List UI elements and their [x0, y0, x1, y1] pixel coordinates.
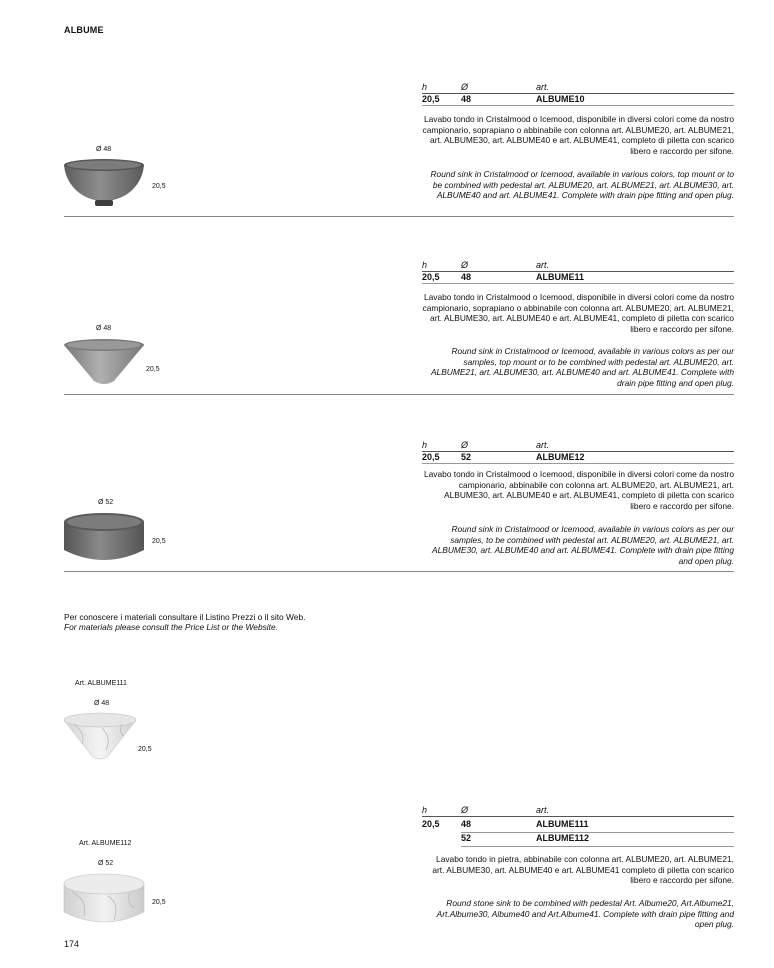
cell-diameter: 52: [461, 452, 472, 462]
stone-sink-image-albume112: [62, 870, 148, 928]
dimension-diameter: Ø 48: [96, 325, 112, 332]
cell-diameter: 48: [461, 272, 472, 282]
dimension-diameter: Ø 52: [98, 860, 114, 867]
description-en: Round sink in Cristalmood or Icemood, available in various colors, top mount or to be combined with pedestal art. ALBUME20, art. ALBUME21, art. ALBUME30, art. ALBUME40 and art. ALBUME41. Complete with drain pipe fitting and open plug.: [430, 169, 734, 201]
page-title: ALBUME: [64, 25, 104, 35]
divider: [64, 394, 734, 395]
dimension-height: 20,5: [138, 746, 152, 753]
col-header-art: art.: [536, 440, 550, 450]
sink-image-albume12: [62, 510, 148, 566]
table-header-row: [422, 805, 734, 817]
dimension-height: 20,5: [152, 183, 166, 190]
col-header-h: h: [422, 82, 428, 92]
cell-art: ALBUME11: [536, 272, 585, 282]
col-header-diameter: Ø: [461, 82, 469, 92]
divider: [64, 571, 734, 572]
description-it: Lavabo tondo in Cristalmood o Icemood, disponibile in diversi colori come da nostro campionario, soprapiano o abbinabile con colonna art. ALBUME20, art. ALBUME21, art. ALBUME30, art. ALBUME40 e art. ALBUME41, completo di piletta con scarico libero e raccordo per sifone.: [422, 292, 734, 334]
table-row: [422, 94, 734, 106]
cell-art: ALBUME12: [536, 452, 585, 462]
dimension-diameter: Ø 52: [98, 499, 114, 506]
spec-table-albume10: [422, 82, 734, 106]
col-header-h: h: [422, 440, 428, 450]
col-header-art: art.: [536, 805, 550, 815]
dimension-height: 20,5: [146, 366, 160, 373]
dimension-diameter: Ø 48: [94, 700, 110, 707]
cell-art: ALBUME112: [536, 833, 590, 843]
spec-table-albume11: [422, 260, 734, 284]
divider: [64, 216, 734, 217]
materials-note-en: For materials please consult the Price List or the Website.: [64, 622, 278, 632]
dimension-height: 20,5: [152, 899, 166, 906]
col-header-diameter: Ø: [461, 805, 469, 815]
sink-image-albume11: [62, 337, 148, 389]
table-header-row: [422, 82, 734, 94]
col-header-diameter: Ø: [461, 440, 469, 450]
dimension-diameter: Ø 48: [96, 146, 112, 153]
cell-h: 20,5: [422, 272, 440, 282]
cell-diameter: 52: [461, 833, 472, 843]
description-it: Lavabo tondo in pietra, abbinabile con colonna art. ALBUME20, art. ALBUME21, art. ALBUME30, art. ALBUME40 e art. ALBUME41 completo di piletta con scarico libero e raccordo per sifone.: [432, 854, 734, 886]
art-label-albume112: Art. ALBUME112: [79, 840, 132, 847]
col-header-h: h: [422, 260, 428, 270]
col-header-art: art.: [536, 260, 550, 270]
col-header-art: art.: [536, 82, 550, 92]
description-it: Lavabo tondo in Cristalmood o Icemood, disponibile in diversi colori come da nostro campionario, abbinabile con colonna art. ALBUME20, art. ALBUME21, art. ALBUME30, art. ALBUME40 e art. ALBUME41, completo di piletta con scarico libero e raccordo per sifone.: [423, 469, 734, 511]
table-row: [422, 817, 734, 832]
page-number: 174: [64, 939, 80, 949]
table-row: [461, 832, 734, 847]
cell-h: 20,5: [422, 452, 440, 462]
cell-diameter: 48: [461, 819, 472, 829]
spec-table-stone: [422, 805, 734, 847]
description-en: Round sink in Cristalmood or Icemood, available in various colors as per our samples, top mount or to be combined with pedestal art. ALBUME20, art. ALBUME21, art. ALBUME30, art. ALBUME40 and art. ALBUME41. Complete with drain pipe fitting and open plug.: [430, 346, 734, 388]
cell-art: ALBUME111: [536, 819, 589, 829]
description-it: Lavabo tondo in Cristalmood o Icemood, disponibile in diversi colori come da nostro campionario, soprapiano o abbinabile con colonna art. ALBUME20, art. ALBUME21, art. ALBUME30, art. ALBUME40 e art. ALBUME41, completo di piletta con scarico libero e raccordo per sifone.: [422, 114, 734, 156]
table-header-row: [422, 440, 734, 452]
description-en: Round stone sink to be combined with pedestal Art. Albume20, Art.Albume21, Art.Albume30, Albume40 and Art.Albume41. Complete with drain pipe fitting and open plug.: [436, 898, 734, 930]
table-header-row: [422, 260, 734, 272]
cell-art: ALBUME10: [536, 94, 585, 104]
col-header-h: h: [422, 805, 428, 815]
spec-table-albume12: [422, 440, 734, 464]
description-en: Round sink in Cristalmood or Icemood, available in various colors as per our samples, to be combined with pedestal art. ALBUME20, art. ALBUME21, art. ALBUME30, art. ALBUME40 and art. ALBUME41. Complete with drain pipe fitting and open plug.: [432, 524, 734, 566]
cell-h: 20,5: [422, 819, 440, 829]
cell-h: 20,5: [422, 94, 440, 104]
materials-note-it: Per conoscere i materiali consultare il Listino Prezzi o il sito Web.: [64, 612, 306, 622]
col-header-diameter: Ø: [461, 260, 469, 270]
table-row: [422, 452, 734, 464]
cell-diameter: 48: [461, 94, 472, 104]
sink-image-albume10: [62, 157, 148, 213]
art-label-albume111: Art. ALBUME111: [75, 680, 127, 687]
stone-sink-image-albume111: [62, 710, 142, 764]
table-row: [422, 272, 734, 284]
dimension-height: 20,5: [152, 538, 166, 545]
